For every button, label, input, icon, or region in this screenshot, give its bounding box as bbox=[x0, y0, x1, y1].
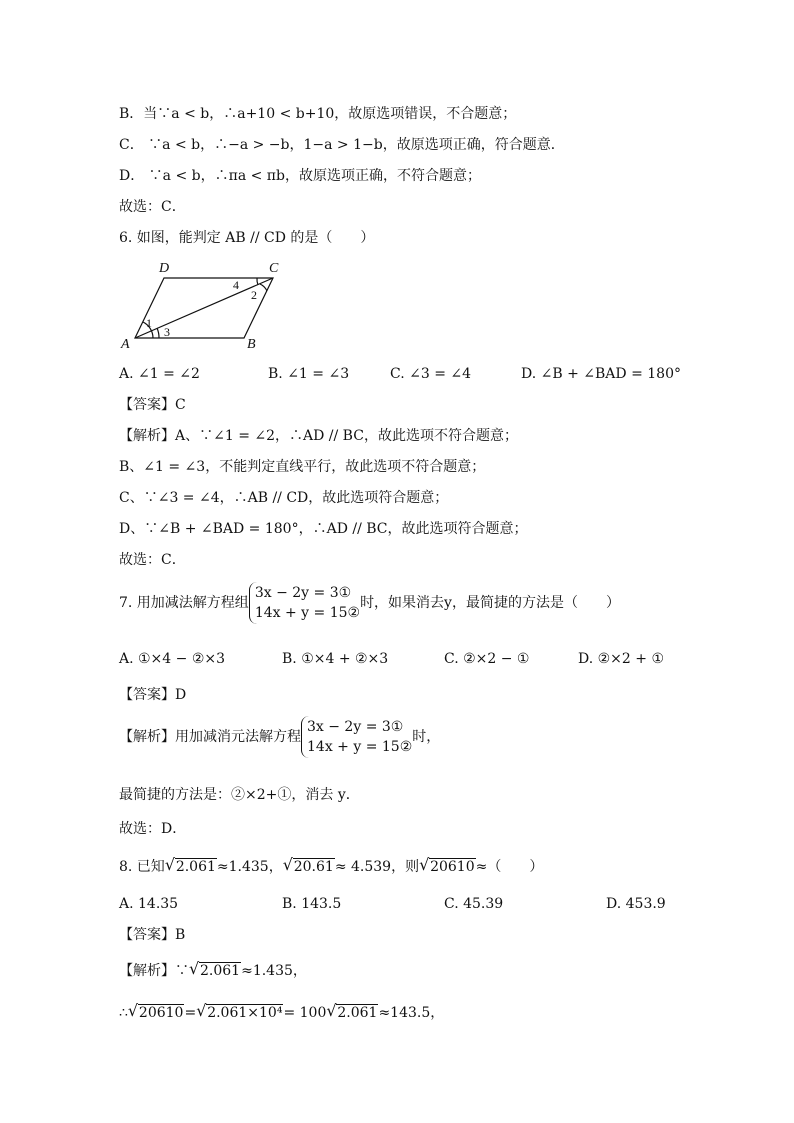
q7-suffix: 时，如果消去y，最简捷的方法是（ ） bbox=[360, 595, 620, 611]
angle-label-3: 3 bbox=[164, 325, 170, 339]
vertex-b: B bbox=[247, 337, 256, 350]
arc-angle-3 bbox=[157, 328, 159, 338]
q6-solution-d: D、∵∠B + ∠BAD = 180°，∴AD // BC，故此选项符合题意； bbox=[119, 521, 528, 537]
line-c: C． ∵a < b，∴−a > −b，1−a > 1−b，故原选项正确，符合题意． bbox=[119, 137, 565, 153]
q8-solution2-radicand-2: 2.061×10⁴ bbox=[207, 1005, 283, 1021]
line-d: D． ∵a < b，∴πa < πb，故原选项正确，不符合题意； bbox=[119, 168, 481, 184]
choice-line: 故选：C． bbox=[119, 199, 186, 215]
q8-radicand-1: 2.061 bbox=[175, 859, 216, 875]
arc-angle-4 bbox=[257, 278, 258, 285]
q7-solution-system bbox=[301, 716, 412, 758]
q8-answer: 【答案】B bbox=[119, 927, 186, 943]
q8-value-2: ≈ 4.539，则 bbox=[334, 859, 420, 875]
q8-value-1: ≈1.435， bbox=[216, 859, 283, 875]
q8-solution2-sqrt-3 bbox=[326, 1004, 378, 1022]
q7-solution-1 bbox=[119, 716, 440, 758]
q7-choice: 故选：D． bbox=[119, 821, 187, 837]
vertex-d: D bbox=[159, 261, 170, 276]
q8-solution2-eq: = bbox=[184, 1005, 197, 1021]
q7-prefix: 7. 用加减法解方程组 bbox=[119, 595, 249, 611]
q8-solution-2 bbox=[119, 1004, 444, 1022]
parallelogram-figure bbox=[119, 258, 299, 350]
angle-label-4: 4 bbox=[233, 278, 239, 292]
q8-solution2-radicand-1: 20610 bbox=[138, 1005, 184, 1021]
q6-answer: 【答案】C bbox=[119, 397, 186, 413]
question-8 bbox=[119, 858, 543, 876]
q7-solution-eq1: 3x − 2y = 3① bbox=[307, 719, 404, 735]
q8-option-c: C. 45.39 bbox=[444, 896, 504, 912]
q7-option-b: B. ①×4 + ②×3 bbox=[282, 651, 389, 667]
q7-solution-suffix: 时， bbox=[412, 729, 441, 745]
q8-solution2-radicand-3: 2.061 bbox=[337, 1005, 378, 1021]
q8-option-b: B. 143.5 bbox=[282, 896, 342, 912]
q7-option-a: A. ①×4 − ②×3 bbox=[119, 651, 226, 667]
q6-solution-b: B、∠1 = ∠3，不能判定直线平行，故此选项不符合题意； bbox=[119, 459, 486, 475]
q8-solution2-sqrt-2 bbox=[196, 1004, 283, 1022]
question-6: 6. 如图，能判定 AB // CD 的是（ ） bbox=[119, 230, 375, 246]
q7-equation-system bbox=[249, 582, 360, 624]
line-b: B．当∵a < b，∴a+10 < b+10，故原选项错误，不合题意； bbox=[119, 106, 517, 122]
q8-solution-1 bbox=[119, 962, 307, 980]
q8-radicand-2: 20.61 bbox=[293, 859, 334, 875]
q8-solution2-end: ≈143.5， bbox=[378, 1005, 445, 1021]
arc-angle-2 bbox=[260, 284, 267, 291]
q7-option-c: C. ②×2 − ① bbox=[444, 651, 530, 667]
q8-solution2-prefix: ∴ bbox=[119, 1005, 128, 1021]
q8-value-3: ≈（ ） bbox=[475, 859, 544, 875]
q8-sqrt-3 bbox=[419, 858, 476, 876]
q6-option-a: A. ∠1 = ∠2 bbox=[119, 366, 200, 382]
q7-solution-prefix: 【解析】用加减消元法解方程 bbox=[119, 729, 301, 745]
q7-equation-2: 14x + y = 15② bbox=[254, 605, 361, 621]
q6-choice: 故选：C． bbox=[119, 552, 186, 568]
q8-option-d: D. 453.9 bbox=[606, 896, 666, 912]
vertex-c: C bbox=[269, 261, 279, 276]
angle-label-1: 1 bbox=[146, 316, 152, 330]
q8-solution2-sqrt-1 bbox=[128, 1004, 185, 1022]
q7-equation-1: 3x − 2y = 3① bbox=[254, 585, 352, 601]
q7-solution-2: 最简捷的方法是：②×2+①，消去 y． bbox=[119, 787, 360, 803]
q8-option-a: A. 14.35 bbox=[119, 896, 179, 912]
q8-sqrt-2 bbox=[283, 858, 335, 876]
angle-label-2: 2 bbox=[251, 288, 257, 302]
q8-solution-prefix: 【解析】∵ bbox=[119, 963, 189, 979]
q8-radicand-3: 20610 bbox=[430, 859, 475, 875]
q6-option-c: C. ∠3 = ∠4 bbox=[390, 366, 472, 382]
q6-solution-c: C、∵∠3 = ∠4，∴AB // CD，故此选项符合题意； bbox=[119, 490, 449, 506]
q7-option-d: D. ②×2 + ① bbox=[578, 651, 664, 667]
q8-solution-radicand: 2.061 bbox=[200, 963, 241, 979]
q8-prefix: 8. 已知 bbox=[119, 859, 165, 875]
diagonal-ac bbox=[135, 278, 273, 338]
q8-sqrt-1 bbox=[165, 858, 217, 876]
q7-answer: 【答案】D bbox=[119, 687, 187, 703]
q8-solution2-eq2: = 100 bbox=[283, 1005, 327, 1021]
q6-option-b: B. ∠1 = ∠3 bbox=[268, 366, 350, 382]
q6-solution-a: 【解析】A、∵∠1 = ∠2，∴AD // BC，故此选项不符合题意； bbox=[119, 428, 518, 444]
vertex-a: A bbox=[121, 337, 130, 350]
q8-solution-sqrt bbox=[189, 962, 241, 980]
q6-option-d: D. ∠B + ∠BAD = 180° bbox=[521, 366, 681, 382]
question-7 bbox=[119, 582, 620, 624]
q8-solution-value: ≈1.435， bbox=[241, 963, 307, 979]
q7-solution-eq2: 14x + y = 15② bbox=[307, 739, 413, 755]
